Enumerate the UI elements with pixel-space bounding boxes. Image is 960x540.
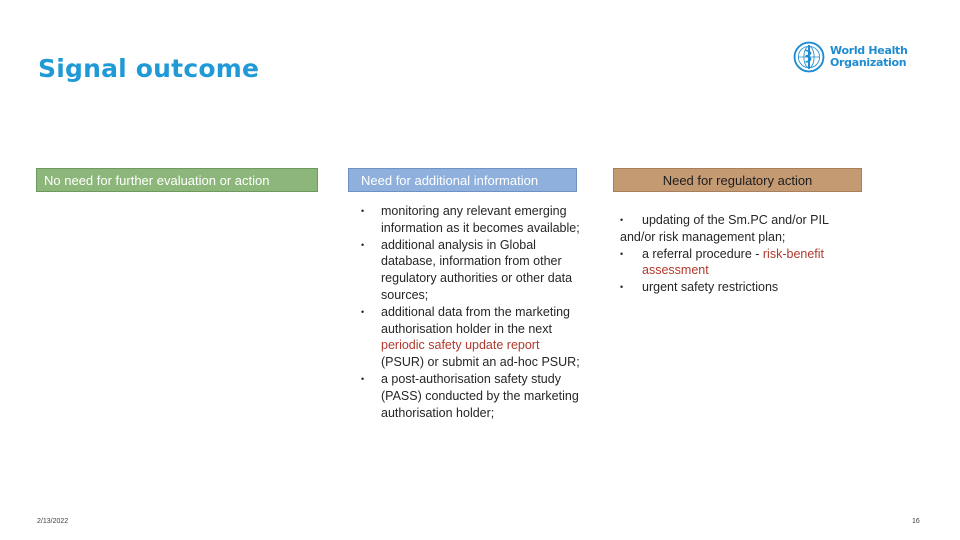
bullet-icon: •	[620, 282, 624, 293]
logo-line-1: World Health	[830, 44, 908, 57]
regulatory-action-list	[620, 212, 870, 296]
bullet-icon: •	[361, 239, 365, 250]
list-item-text: urgent safety restrictions	[642, 280, 779, 295]
risk-benefit-link[interactable]: risk-benefit assessment	[642, 246, 825, 278]
list-item-continuation: and/or risk management plan;	[620, 229, 786, 244]
bullet-icon: •	[361, 206, 365, 216]
list-item-text: monitoring any relevant emerging information as it becomes available;	[381, 204, 580, 235]
who-logo	[792, 40, 908, 74]
list-item-text: updating of the Sm.PC and/or PIL	[642, 213, 829, 227]
bullet-icon: •	[620, 248, 624, 259]
list-item-text	[381, 304, 581, 371]
list-item	[361, 371, 581, 421]
additional-info-list	[361, 203, 581, 421]
page-title: Signal outcome	[38, 54, 260, 83]
list-item-text-post: (PSUR) or submit an ad-hoc PSUR;	[381, 355, 580, 370]
additional-info-box: Need for additional information	[348, 168, 577, 192]
no-action-box: No need for further evaluation or action	[36, 168, 318, 192]
list-item	[620, 212, 870, 229]
list-item	[361, 304, 581, 371]
who-logo-text	[830, 45, 908, 69]
footer-date: 2/13/2022	[37, 518, 69, 525]
list-item-text	[642, 246, 870, 280]
list-item	[361, 203, 581, 237]
list-item	[361, 237, 581, 304]
list-item	[620, 246, 870, 280]
list-item	[620, 279, 870, 296]
who-emblem-icon	[792, 40, 826, 74]
list-item-text: additional analysis in Global database, information from other regulatory authorities or other data sources;	[381, 237, 573, 302]
psur-link[interactable]: periodic safety update report	[381, 338, 540, 353]
bullet-icon: •	[361, 306, 365, 317]
list-item-text-pre: additional data from the marketing authorisation holder in the next	[381, 304, 570, 336]
logo-line-2: Organization	[830, 56, 907, 69]
list-item-text: a post-authorisation safety study (PASS) conducted by the marketing authorisation holder;	[381, 371, 579, 420]
bullet-icon: •	[620, 215, 624, 225]
list-item-text-pre: a referral procedure -	[642, 246, 763, 261]
regulatory-action-box: Need for regulatory action	[613, 168, 862, 192]
page-number: 16	[912, 518, 920, 525]
bullet-icon: •	[361, 373, 365, 384]
